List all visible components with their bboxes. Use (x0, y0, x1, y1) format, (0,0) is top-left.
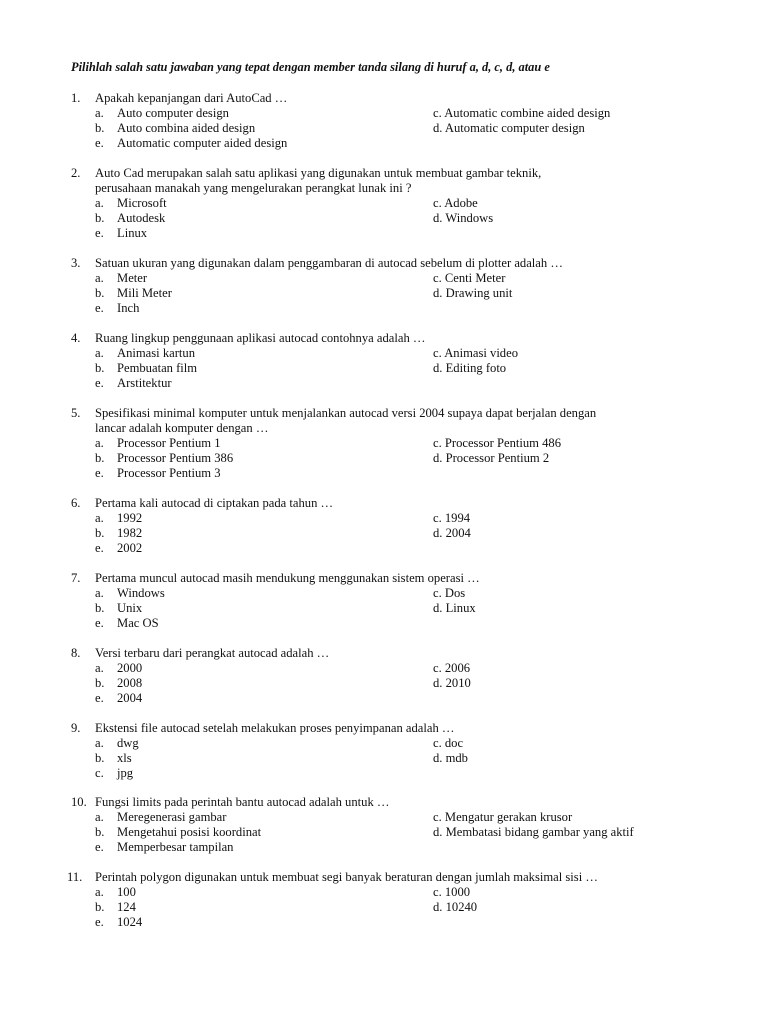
options-row-ac (0, 661, 768, 676)
question-1 (0, 91, 768, 151)
option-d: d. Processor Pentium 2 (433, 451, 550, 465)
question-text: Perintah polygon digunakan untuk membuat segi banyak beraturan dengan jumlah maksimal sisi … (95, 870, 598, 884)
option-a-text: Meregenerasi gambar (117, 810, 227, 824)
option-b-letter: b. (95, 526, 105, 540)
option-b-letter: b. (95, 825, 105, 839)
option-a-text: Animasi kartun (117, 346, 195, 360)
option-a-letter: a. (95, 106, 104, 120)
question-text: Satuan ukuran yang digunakan dalam penggambaran di autocad sebelum di plotter adalah … (95, 256, 563, 270)
instruction-text: Pilihlah salah satu jawaban yang tepat dengan member tanda silang di huruf a, d, c, d, atau e (71, 60, 550, 74)
question-text: Auto Cad merupakan salah satu aplikasi yang digunakan untuk membuat gambar teknik, (95, 166, 542, 180)
options-row-bd (0, 361, 768, 376)
option-d: d. Automatic computer design (433, 121, 585, 135)
option-a-letter: a. (95, 885, 104, 899)
options-row-ac (0, 810, 768, 825)
option-b-letter: b. (95, 121, 105, 135)
option-b-letter: b. (95, 451, 105, 465)
question-6 (0, 496, 768, 556)
question-text: Apakah kepanjangan dari AutoCad … (95, 91, 288, 105)
option-b-letter: b. (95, 211, 105, 225)
options-row-ac (0, 106, 768, 121)
option-a-letter: a. (95, 346, 104, 360)
option-a-letter: a. (95, 736, 104, 750)
question-number: 6. (71, 496, 81, 510)
options-row-e (0, 466, 768, 481)
option-a-text: 100 (117, 885, 136, 899)
option-a-text: Meter (117, 271, 148, 285)
question-line (0, 795, 768, 810)
option-b-text: 1982 (117, 526, 143, 540)
options-row-e (0, 301, 768, 316)
question-text: Versi terbaru dari perangkat autocad adalah … (95, 646, 330, 660)
option-e-text: Inch (117, 301, 140, 315)
option-b-letter: b. (95, 286, 105, 300)
options-row-e (0, 766, 768, 781)
option-a-letter: a. (95, 586, 104, 600)
options-row-e (0, 226, 768, 241)
option-b-text: Pembuatan film (117, 361, 198, 375)
options-row-bd (0, 751, 768, 766)
question-10 (0, 795, 768, 855)
option-e-letter: e. (95, 691, 104, 705)
question-4 (0, 331, 768, 391)
option-a-text: 2000 (117, 661, 143, 675)
options-row-bd (0, 676, 768, 691)
options-row-bd (0, 900, 768, 915)
options-row-bd (0, 211, 768, 226)
options-row-bd (0, 451, 768, 466)
question-line (0, 166, 768, 181)
question-9 (0, 721, 768, 781)
option-a-text: Microsoft (117, 196, 167, 210)
option-a-letter: a. (95, 271, 104, 285)
options-row-bd (0, 121, 768, 136)
options-row-ac (0, 271, 768, 286)
options-row-e (0, 915, 768, 930)
question-number: 10. (71, 795, 87, 809)
question-text-continued: perusahaan manakah yang mengelurakan perangkat lunak ini ? (95, 181, 412, 195)
option-e-text: Arstitektur (117, 376, 172, 390)
option-b-text: Mengetahui posisi koordinat (117, 825, 262, 839)
option-c: c. Mengatur gerakan krusor (433, 810, 573, 824)
options-row-bd (0, 601, 768, 616)
question-text: Ruang lingkup penggunaan aplikasi autocad contohnya adalah … (95, 331, 426, 345)
options-row-ac (0, 586, 768, 601)
options-row-ac (0, 885, 768, 900)
question-line-2 (0, 421, 768, 436)
option-e-letter: e. (95, 840, 104, 854)
option-d: d. 2010 (433, 676, 471, 690)
question-line (0, 721, 768, 736)
question-number: 8. (71, 646, 81, 660)
option-d: d. Editing foto (433, 361, 507, 375)
question-line (0, 870, 768, 885)
option-b-text: Mili Meter (117, 286, 172, 300)
question-number: 1. (71, 91, 81, 105)
option-c: c. Processor Pentium 486 (433, 436, 562, 450)
options-row-bd (0, 286, 768, 301)
option-d: d. Membatasi bidang gambar yang aktif (433, 825, 634, 839)
option-d: d. Windows (433, 211, 494, 225)
option-d: d. Linux (433, 601, 476, 615)
question-5 (0, 406, 768, 481)
option-a-text: Windows (117, 586, 165, 600)
option-e-text: 1024 (117, 915, 143, 929)
option-c: c. 2006 (433, 661, 471, 675)
options-row-ac (0, 736, 768, 751)
question-number: 7. (71, 571, 81, 585)
options-row-bd (0, 825, 768, 840)
question-text: Ekstensi file autocad setelah melakukan proses penyimpanan adalah … (95, 721, 455, 735)
option-b-letter: b. (95, 900, 105, 914)
question-11 (0, 870, 768, 930)
option-a-text: Auto computer design (117, 106, 229, 120)
option-e-text: jpg (117, 766, 134, 780)
option-e-text: Mac OS (117, 616, 159, 630)
option-e-letter: e. (95, 466, 104, 480)
options-row-e (0, 616, 768, 631)
options-row-ac (0, 511, 768, 526)
option-b-letter: b. (95, 361, 105, 375)
option-c: c. 1000 (433, 885, 471, 899)
question-line (0, 91, 768, 106)
question-2 (0, 166, 768, 241)
question-number: 4. (71, 331, 81, 345)
option-c: c. Dos (433, 586, 466, 600)
option-c: c. Adobe (433, 196, 478, 210)
question-number: 5. (71, 406, 81, 420)
question-number: 11. (67, 870, 83, 884)
question-8 (0, 646, 768, 706)
option-a-text: dwg (117, 736, 139, 750)
option-d: d. 10240 (433, 900, 478, 914)
option-a-letter: a. (95, 661, 104, 675)
option-b-letter: b. (95, 676, 105, 690)
question-line (0, 496, 768, 511)
options-row-e (0, 541, 768, 556)
option-e-text: Automatic computer aided design (117, 136, 288, 150)
question-number: 2. (71, 166, 81, 180)
question-text: Spesifikasi minimal komputer untuk menjalankan autocad versi 2004 supaya dapat berjalan dengan (95, 406, 597, 420)
option-b-text: Unix (117, 601, 143, 615)
option-c: c. 1994 (433, 511, 471, 525)
question-text: Fungsi limits pada perintah bantu autocad adalah untuk … (95, 795, 390, 809)
option-e-text: 2004 (117, 691, 143, 705)
option-b-letter: b. (95, 601, 105, 615)
option-a-letter: a. (95, 196, 104, 210)
option-c: c. Animasi video (433, 346, 518, 360)
options-row-ac (0, 436, 768, 451)
option-e-letter: e. (95, 376, 104, 390)
question-text: Pertama muncul autocad masih mendukung menggunakan sistem operasi … (95, 571, 480, 585)
option-c: c. doc (433, 736, 464, 750)
options-row-e (0, 691, 768, 706)
option-e-text: Processor Pentium 3 (117, 466, 221, 480)
option-a-letter: a. (95, 436, 104, 450)
options-row-ac (0, 196, 768, 211)
option-e-letter: e. (95, 915, 104, 929)
option-e-letter: c. (95, 766, 104, 780)
option-b-text: xls (117, 751, 132, 765)
option-b-text: Processor Pentium 386 (117, 451, 234, 465)
option-c: c. Centi Meter (433, 271, 506, 285)
option-e-text: Memperbesar tampilan (117, 840, 234, 854)
option-d: d. Drawing unit (433, 286, 513, 300)
option-c: c. Automatic combine aided design (433, 106, 611, 120)
option-e-letter: e. (95, 541, 104, 555)
question-number: 3. (71, 256, 81, 270)
options-row-bd (0, 526, 768, 541)
question-line-2 (0, 181, 768, 196)
option-e-text: Linux (117, 226, 148, 240)
option-b-text: 124 (117, 900, 136, 914)
options-row-ac (0, 346, 768, 361)
options-row-e (0, 840, 768, 855)
option-e-letter: e. (95, 226, 104, 240)
option-d: d. 2004 (433, 526, 471, 540)
options-row-e (0, 376, 768, 391)
question-3 (0, 256, 768, 316)
question-line (0, 256, 768, 271)
option-b-text: Auto combina aided design (117, 121, 256, 135)
option-a-letter: a. (95, 810, 104, 824)
option-b-text: Autodesk (117, 211, 166, 225)
question-number: 9. (71, 721, 81, 735)
option-a-text: Processor Pentium 1 (117, 436, 221, 450)
option-b-letter: b. (95, 751, 105, 765)
option-e-letter: e. (95, 616, 104, 630)
option-d: d. mdb (433, 751, 468, 765)
question-line (0, 646, 768, 661)
question-text-continued: lancar adalah komputer dengan … (95, 421, 269, 435)
option-e-letter: e. (95, 136, 104, 150)
option-e-text: 2002 (117, 541, 143, 555)
question-text: Pertama kali autocad di ciptakan pada tahun … (95, 496, 334, 510)
option-a-letter: a. (95, 511, 104, 525)
question-line (0, 331, 768, 346)
question-line (0, 406, 768, 421)
question-7 (0, 571, 768, 631)
question-line (0, 571, 768, 586)
option-e-letter: e. (95, 301, 104, 315)
options-row-e (0, 136, 768, 151)
option-a-text: 1992 (117, 511, 143, 525)
option-b-text: 2008 (117, 676, 143, 690)
